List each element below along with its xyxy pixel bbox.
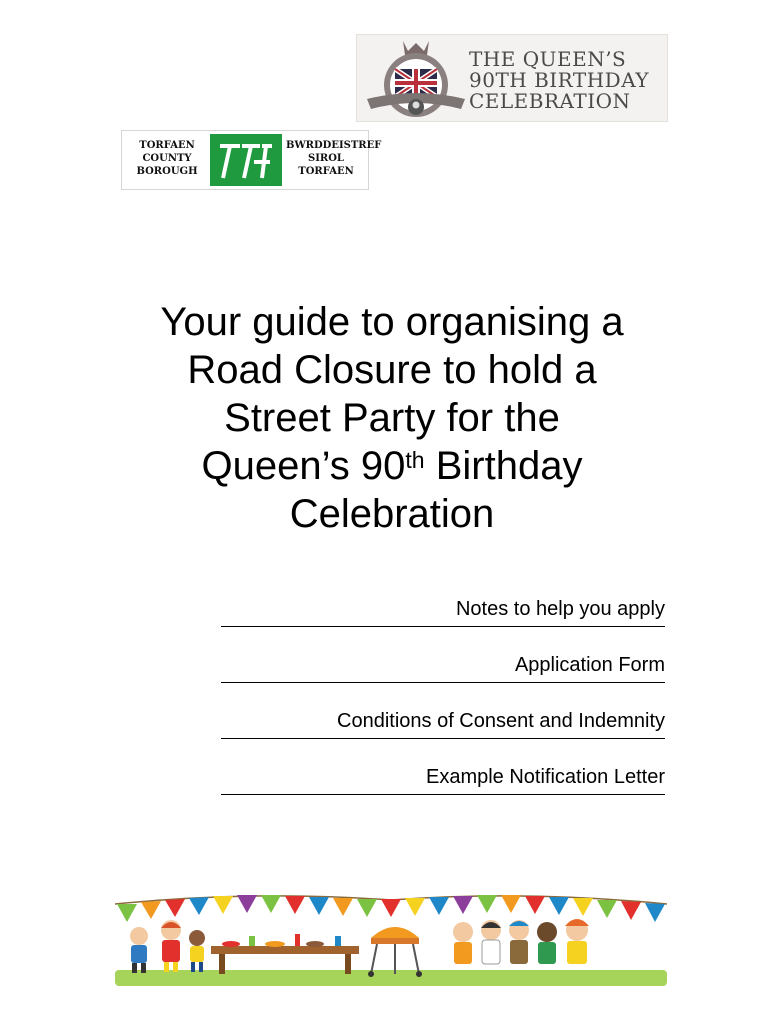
title-line-4-start: Queen’s 90 — [201, 444, 406, 488]
royal-medallion-icon — [361, 37, 471, 121]
title-ordinal-suffix: th — [405, 447, 425, 473]
contents-item-conditions: Conditions of Consent and Indemnity — [221, 710, 665, 739]
title-line-5: Celebration — [289, 492, 495, 536]
party-table-icon — [211, 934, 359, 974]
council-welsh-line-2: SIROL — [308, 153, 344, 164]
contents-item-application-form: Application Form — [221, 654, 665, 683]
council-emblem-icon — [210, 134, 282, 186]
council-name-welsh — [286, 139, 382, 178]
street-party-illustration — [115, 886, 667, 986]
queens-logo-line-3: CELEBRATION — [469, 89, 631, 113]
queens-logo-line-1: THE QUEEN’S — [469, 47, 627, 71]
contents-item-notes: Notes to help you apply — [221, 598, 665, 627]
torfaen-council-logo — [121, 130, 382, 190]
title-line-1: Your guide to organising a — [160, 300, 624, 344]
document-title — [100, 298, 684, 538]
council-name-english — [128, 139, 206, 178]
queens-logo-text — [469, 49, 649, 112]
council-english-line-2: COUNTY — [142, 153, 192, 164]
title-line-2: Road Closure to hold a — [187, 348, 597, 392]
queens-logo-line-2: 90TH BIRTHDAY — [469, 68, 650, 92]
title-line-3: Street Party for the — [224, 396, 560, 440]
council-welsh-line-3: TORFAEN — [298, 166, 354, 177]
barbecue-icon — [368, 927, 422, 977]
council-english-line-1: TORFAEN — [139, 140, 195, 151]
council-welsh-line-1: BWRDDEISTREF — [286, 140, 382, 151]
contents-item-notification-letter: Example Notification Letter — [221, 766, 665, 795]
title-line-4-end: Birthday — [424, 444, 583, 488]
queens-90th-birthday-logo — [356, 34, 668, 122]
children-right-icon — [453, 919, 589, 964]
bunting-flags-icon — [117, 895, 665, 922]
title-line-4 — [100, 442, 684, 490]
children-left-icon — [130, 920, 205, 973]
council-english-line-3: BOROUGH — [136, 166, 198, 177]
